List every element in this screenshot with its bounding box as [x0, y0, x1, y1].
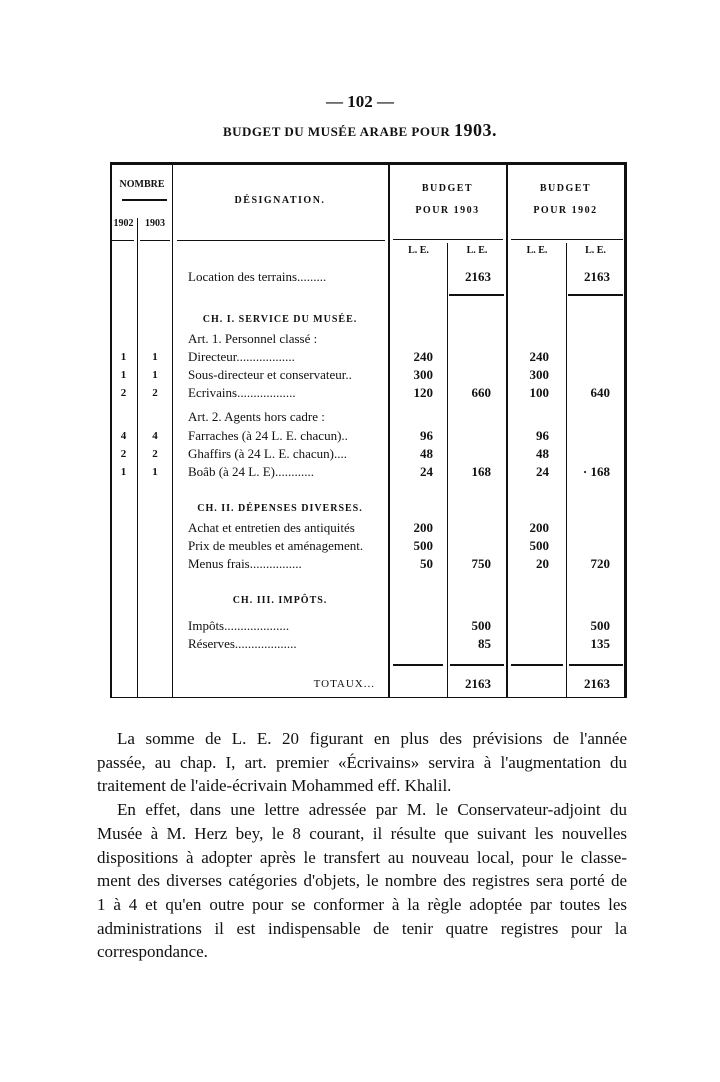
- page-number: — 102 —: [326, 92, 394, 111]
- header-budget-1902-line2: POUR 1902: [533, 205, 598, 216]
- text-line: administrations il est indispensable de tenir quatre registres pour la: [97, 918, 627, 938]
- row-label: Ghaffirs (à 24 L. E. chacun)....: [188, 446, 347, 461]
- text-line: correspondance.: [97, 942, 208, 962]
- text-line: traitement de l'aide-écrivain Mohammed eff. Khalil.: [97, 776, 452, 796]
- b1902-total-value: 135: [590, 636, 610, 651]
- b1902-total-value: 500: [590, 618, 610, 633]
- b1902-total-value: · 168: [582, 464, 610, 479]
- n1902-value: 2: [120, 387, 127, 399]
- b1902-total-value: 2163: [584, 676, 610, 691]
- b1903-value: 240: [413, 349, 433, 364]
- b1903-value: 200: [413, 520, 433, 535]
- header-rule: [112, 240, 134, 241]
- b1903-total-value: 660: [471, 385, 491, 400]
- totals-label: TOTAUX...: [313, 678, 375, 690]
- b1903-total-value: 2163: [465, 269, 491, 284]
- b1903-value: 48: [420, 446, 433, 461]
- subtotal-rule: [449, 294, 504, 296]
- header-budget-1903-line2: POUR 1903: [415, 205, 480, 216]
- b1902-value: 200: [529, 520, 549, 535]
- subtotal-rule: [568, 294, 623, 296]
- section-heading: CH. III. IMPÔTS.: [232, 595, 328, 606]
- b1902-value: 48: [536, 446, 549, 461]
- text-line: Musée à M. Herz bey, le 8 courant, il résulte que suivant les nouvelles: [97, 823, 627, 843]
- nombre-brace: [122, 199, 167, 201]
- row-label: Réserves...................: [188, 636, 297, 651]
- text-line: La somme de L. E. 20 figurant en plus des prévisions de l'année: [117, 729, 627, 748]
- row-label: Impôts....................: [188, 618, 290, 633]
- b1902-value: 24: [536, 464, 549, 479]
- row-label: Boâb (à 24 L. E)............: [188, 464, 315, 479]
- b1903-total-value: 750: [471, 556, 491, 571]
- total-rule: [393, 664, 443, 666]
- n1902-value: 1: [120, 351, 127, 363]
- n1903-value: 1: [152, 466, 158, 478]
- text-line: ment des diverses catégories d'objets, le nombre des registres sera porté de: [97, 871, 627, 891]
- title-year: 1903.: [454, 120, 498, 140]
- unit-label: L. E.: [585, 245, 606, 256]
- header-rule: [177, 240, 385, 241]
- n1902-value: 2: [120, 448, 127, 460]
- b1903-value: 50: [420, 556, 433, 571]
- unit-label: L. E.: [466, 245, 488, 256]
- title-text: BUDGET DU MUSÉE ARABE POUR: [222, 124, 451, 139]
- b1902-value: 96: [536, 428, 549, 443]
- table-title: [0, 120, 720, 141]
- header-rule: [393, 239, 503, 240]
- text-line: En effet, dans une lettre adressée par M. le Conservateur-adjoint du: [117, 800, 627, 820]
- row-label: Directeur..................: [188, 349, 295, 364]
- b1903-total-value: 500: [471, 618, 491, 633]
- row-label: Prix de meubles et aménagement.: [188, 538, 364, 553]
- b1903-value: 300: [413, 367, 433, 382]
- row-label: Location des terrains.........: [188, 269, 327, 284]
- n1902-value: 4: [120, 430, 127, 442]
- b1902-total-value: 2163: [584, 269, 610, 284]
- b1902-total-value: 640: [590, 385, 610, 400]
- total-rule: [569, 664, 623, 666]
- header-budget-1902-line1: BUDGET: [539, 183, 592, 194]
- row-label: Farraches (à 24 L. E. chacun)..: [188, 428, 348, 443]
- header-nombre: NOMBRE: [119, 179, 165, 190]
- header-rule: [140, 240, 170, 241]
- unit-label: L. E.: [408, 245, 429, 256]
- row-label: Art. 1. Personnel classé :: [188, 331, 318, 346]
- n1903-value: 2: [152, 448, 158, 460]
- b1902-value: 20: [536, 556, 549, 571]
- n1903-value: 4: [152, 430, 158, 442]
- b1902-total-value: 720: [590, 556, 610, 571]
- n1903-value: 1: [152, 351, 158, 363]
- col-divider: [172, 165, 173, 698]
- row-label: Sous-directeur et conservateur..: [188, 367, 352, 382]
- b1902-value: 240: [529, 349, 549, 364]
- text-line: passée, au chap. I, art. premier «Écrivains» servira à l'augmentation du: [97, 752, 627, 772]
- text-line: dispositions à adopter après le transfert au nouveau local, pour le classe-: [97, 847, 627, 867]
- b1903-total-value: 85: [478, 636, 491, 651]
- header-1903: 1903: [145, 218, 165, 229]
- row-label: Achat et entretien des antiquités: [188, 520, 355, 535]
- header-budget-1903-line1: BUDGET: [421, 183, 474, 194]
- row-label: Ecrivains..................: [188, 385, 296, 400]
- n1903-value: 1: [152, 369, 158, 381]
- header-1902: 1902: [113, 218, 134, 229]
- section-heading: CH. I. SERVICE DU MUSÉE.: [202, 314, 358, 325]
- table-right-border: [624, 162, 627, 698]
- n1902-value: 1: [120, 466, 127, 478]
- b1903-total-value: 2163: [465, 676, 491, 691]
- b1903-value: 24: [420, 464, 433, 479]
- total-rule: [511, 664, 563, 666]
- total-rule: [450, 664, 504, 666]
- b1902-value: 100: [529, 385, 549, 400]
- text-line: 1 à 4 et qu'en outre pour se conformer à la règle adoptée par toutes les: [97, 894, 627, 914]
- n1903-value: 2: [152, 387, 158, 399]
- table-bottom-border: [110, 697, 627, 698]
- b1902-value: 500: [529, 538, 549, 553]
- n1902-value: 1: [120, 369, 127, 381]
- header-designation: DÉSIGNATION.: [234, 195, 326, 206]
- b1903-value: 96: [420, 428, 433, 443]
- row-label: Menus frais................: [188, 556, 302, 571]
- b1903-value: 120: [413, 385, 433, 400]
- b1902-value: 300: [529, 367, 549, 382]
- row-label: Art. 2. Agents hors cadre :: [188, 409, 325, 424]
- unit-label: L. E.: [526, 245, 548, 256]
- table-top-border: [110, 162, 627, 165]
- section-heading: CH. II. DÉPENSES DIVERSES.: [197, 503, 363, 514]
- header-rule: [511, 239, 623, 240]
- b1903-total-value: 168: [471, 464, 491, 479]
- b1903-value: 500: [413, 538, 433, 553]
